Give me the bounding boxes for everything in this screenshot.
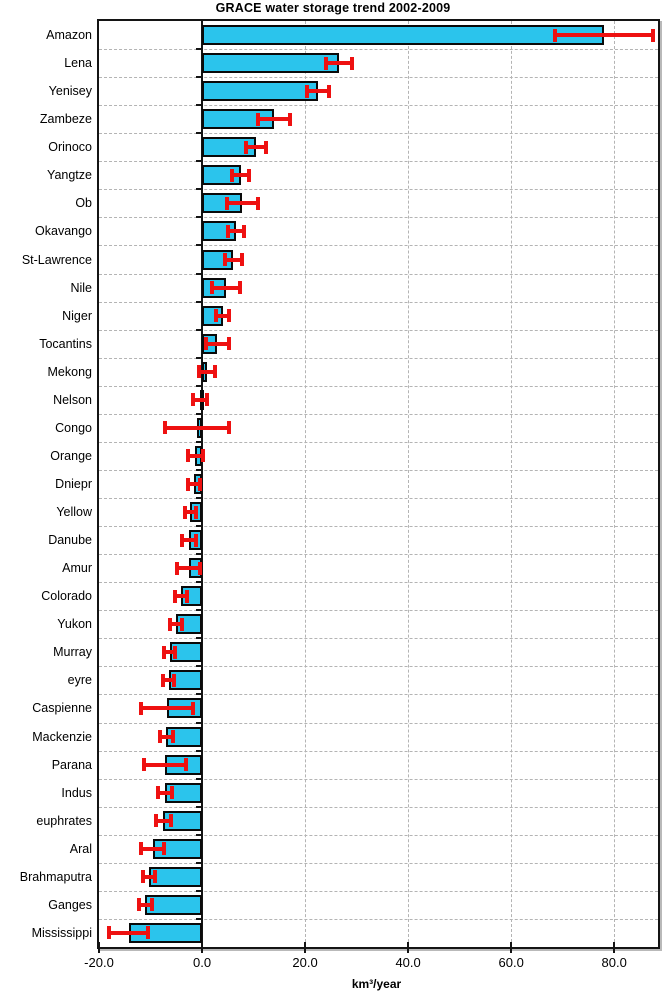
error-bar-cap xyxy=(198,562,202,575)
error-bar-cap xyxy=(305,85,309,98)
category-label: Brahmaputra xyxy=(19,869,92,884)
category-label: Yukon xyxy=(57,617,92,632)
row-separator xyxy=(99,161,658,162)
error-bar xyxy=(212,286,240,290)
category-label: Nile xyxy=(70,280,92,295)
error-bar-cap xyxy=(327,85,331,98)
error-bar-cap xyxy=(161,674,165,687)
error-bar xyxy=(177,566,201,570)
error-bar-cap xyxy=(170,786,174,799)
zero-axis-tick xyxy=(196,357,201,359)
category-label: Murray xyxy=(53,645,92,660)
row-separator xyxy=(99,723,658,724)
row-separator xyxy=(99,891,658,892)
plot-area xyxy=(97,19,660,949)
error-bar-cap xyxy=(158,730,162,743)
error-bar xyxy=(206,342,230,346)
zero-axis-tick xyxy=(196,441,201,443)
outer-tick-bottom xyxy=(304,947,306,953)
category-label: Congo xyxy=(55,420,92,435)
error-bar-cap xyxy=(210,281,214,294)
category-label: Nelson xyxy=(53,392,92,407)
error-bar-cap xyxy=(186,478,190,491)
zero-axis-tick xyxy=(196,273,201,275)
error-bar-cap xyxy=(137,898,141,911)
category-label: Danube xyxy=(48,533,92,548)
zero-axis-tick xyxy=(196,553,201,555)
chart-title: GRACE water storage trend 2002-2009 xyxy=(215,1,451,15)
gridline-vertical xyxy=(305,21,306,947)
error-bar-cap xyxy=(175,562,179,575)
row-separator xyxy=(99,133,658,134)
error-bar xyxy=(141,847,164,851)
error-bar-cap xyxy=(264,141,268,154)
x-tick-label: 40.0 xyxy=(395,955,421,970)
error-bar xyxy=(109,931,148,935)
error-bar-cap xyxy=(146,926,150,939)
error-bar-cap xyxy=(150,898,154,911)
error-bar-cap xyxy=(183,506,187,519)
error-bar-cap xyxy=(256,197,260,210)
gridline-vertical xyxy=(614,21,615,947)
error-bar xyxy=(555,33,653,37)
category-label: Niger xyxy=(62,308,92,323)
category-label: Orange xyxy=(50,448,92,463)
error-bar-cap xyxy=(180,618,184,631)
error-bar-cap xyxy=(214,309,218,322)
error-bar xyxy=(227,201,258,205)
row-separator xyxy=(99,498,658,499)
category-label: Colorado xyxy=(41,589,92,604)
error-bar-cap xyxy=(163,421,167,434)
row-separator xyxy=(99,638,658,639)
zero-axis-tick xyxy=(196,806,201,808)
error-bar-cap xyxy=(324,57,328,70)
row-separator xyxy=(99,751,658,752)
row-separator xyxy=(99,582,658,583)
category-label: Caspienne xyxy=(32,701,92,716)
error-bar-cap xyxy=(223,253,227,266)
error-bar-cap xyxy=(198,478,202,491)
error-bar-cap xyxy=(191,393,195,406)
error-bar-cap xyxy=(204,337,208,350)
error-bar-cap xyxy=(191,702,195,715)
zero-axis-tick xyxy=(196,525,201,527)
zero-axis-tick xyxy=(196,890,201,892)
error-bar-cap xyxy=(256,113,260,126)
row-separator xyxy=(99,442,658,443)
row-separator xyxy=(99,105,658,106)
zero-axis-tick xyxy=(196,693,201,695)
category-label: Amur xyxy=(62,561,92,576)
row-separator xyxy=(99,414,658,415)
zero-axis-tick xyxy=(196,385,201,387)
bar xyxy=(202,53,339,73)
error-bar-cap xyxy=(172,674,176,687)
category-label: Tocantins xyxy=(39,336,92,351)
error-bar-cap xyxy=(238,281,242,294)
bar xyxy=(202,81,318,101)
outer-tick-bottom xyxy=(201,947,203,953)
category-label: Lena xyxy=(64,56,92,71)
x-tick-label: 80.0 xyxy=(601,955,627,970)
error-bar-cap xyxy=(226,225,230,238)
category-label: Parana xyxy=(51,757,92,772)
error-bar-cap xyxy=(162,842,166,855)
error-bar-cap xyxy=(141,870,145,883)
row-separator xyxy=(99,919,658,920)
row-separator xyxy=(99,189,658,190)
row-separator xyxy=(99,694,658,695)
category-label: Dniepr xyxy=(55,476,92,491)
zero-axis-tick xyxy=(196,581,201,583)
error-bar-cap xyxy=(194,534,198,547)
category-label: Mekong xyxy=(47,364,92,379)
category-label: Indus xyxy=(61,785,92,800)
category-label: Mississippi xyxy=(31,925,92,940)
outer-tick-bottom xyxy=(510,947,512,953)
category-label: Yangtze xyxy=(47,168,92,183)
error-bar-cap xyxy=(169,814,173,827)
zero-axis-tick xyxy=(196,862,201,864)
error-bar-cap xyxy=(156,786,160,799)
row-separator xyxy=(99,77,658,78)
zero-axis-tick xyxy=(196,76,201,78)
error-bar-cap xyxy=(350,57,354,70)
zero-axis-tick xyxy=(196,665,201,667)
row-separator xyxy=(99,358,658,359)
outer-tick-bottom xyxy=(613,947,615,953)
row-separator xyxy=(99,610,658,611)
row-separator xyxy=(99,386,658,387)
zero-axis-tick xyxy=(196,722,201,724)
category-label: Yellow xyxy=(56,505,92,520)
category-label: Aral xyxy=(69,841,92,856)
error-bar xyxy=(144,763,185,767)
zero-axis-tick xyxy=(196,329,201,331)
category-label: Amazon xyxy=(46,28,92,43)
error-bar-cap xyxy=(173,590,177,603)
zero-axis-tick xyxy=(196,778,201,780)
row-separator xyxy=(99,807,658,808)
zero-axis-tick xyxy=(196,750,201,752)
error-bar-cap xyxy=(107,926,111,939)
x-tick-label: 60.0 xyxy=(498,955,524,970)
category-label: euphrates xyxy=(36,813,92,828)
error-bar-cap xyxy=(240,253,244,266)
category-label: Mackenzie xyxy=(32,729,92,744)
row-separator xyxy=(99,470,658,471)
category-label: Orinoco xyxy=(48,140,92,155)
error-bar-cap xyxy=(242,225,246,238)
error-bar-cap xyxy=(247,169,251,182)
error-bar-cap xyxy=(171,730,175,743)
x-tick-label: 20.0 xyxy=(292,955,318,970)
zero-axis-tick xyxy=(196,188,201,190)
gridline-vertical xyxy=(408,21,409,947)
error-bar-cap xyxy=(227,337,231,350)
row-separator xyxy=(99,217,658,218)
zero-axis-tick xyxy=(196,469,201,471)
error-bar-cap xyxy=(288,113,292,126)
zero-axis-tick xyxy=(196,104,201,106)
error-bar-cap xyxy=(227,421,231,434)
gridline-vertical xyxy=(511,21,512,947)
error-bar-cap xyxy=(186,449,190,462)
outer-tick-bottom xyxy=(98,947,100,953)
category-label: eyre xyxy=(67,673,92,688)
error-bar xyxy=(326,61,352,65)
zero-axis-tick xyxy=(196,48,201,50)
zero-axis-tick xyxy=(196,244,201,246)
error-bar-cap xyxy=(553,29,557,42)
row-separator xyxy=(99,554,658,555)
error-bar-cap xyxy=(213,365,217,378)
error-bar-cap xyxy=(651,29,655,42)
row-separator xyxy=(99,302,658,303)
error-bar-cap xyxy=(139,702,143,715)
error-bar-cap xyxy=(154,814,158,827)
error-bar-cap xyxy=(185,590,189,603)
error-bar-cap xyxy=(180,534,184,547)
zero-axis-tick xyxy=(196,609,201,611)
zero-axis-tick xyxy=(196,497,201,499)
x-tick-label: -20.0 xyxy=(84,955,114,970)
row-separator xyxy=(99,274,658,275)
zero-axis-tick xyxy=(196,301,201,303)
error-bar-cap xyxy=(142,758,146,771)
error-bar xyxy=(258,117,290,121)
error-bar-cap xyxy=(162,646,166,659)
x-tick-label: 0.0 xyxy=(192,955,212,970)
error-bar-cap xyxy=(205,393,209,406)
error-bar-cap xyxy=(173,646,177,659)
category-label: Okavango xyxy=(35,224,92,239)
error-bar-cap xyxy=(225,197,229,210)
row-separator xyxy=(99,863,658,864)
zero-axis-tick xyxy=(196,132,201,134)
row-separator xyxy=(99,49,658,50)
category-label: Zambeze xyxy=(39,112,92,127)
category-label: Ganges xyxy=(48,897,92,912)
error-bar-cap xyxy=(168,618,172,631)
zero-axis-tick xyxy=(196,637,201,639)
error-bar-cap xyxy=(244,141,248,154)
outer-tick-bottom xyxy=(407,947,409,953)
zero-axis-tick xyxy=(196,918,201,920)
category-label: St-Lawrence xyxy=(21,252,92,267)
row-separator xyxy=(99,330,658,331)
zero-axis-tick xyxy=(196,216,201,218)
row-separator xyxy=(99,835,658,836)
x-axis-label: km³/year xyxy=(351,977,402,991)
zero-axis-tick xyxy=(196,834,201,836)
error-bar-cap xyxy=(153,870,157,883)
error-bar-cap xyxy=(197,365,201,378)
row-separator xyxy=(99,779,658,780)
error-bar-cap xyxy=(201,449,205,462)
error-bar-cap xyxy=(227,309,231,322)
error-bar-cap xyxy=(230,169,234,182)
bar xyxy=(145,895,202,915)
category-label: Ob xyxy=(75,196,92,211)
row-separator xyxy=(99,526,658,527)
category-label: Yenisey xyxy=(48,84,92,99)
error-bar xyxy=(165,426,229,430)
error-bar-cap xyxy=(184,758,188,771)
row-separator xyxy=(99,666,658,667)
plot-canvas xyxy=(99,21,658,947)
bar xyxy=(202,25,604,45)
zero-axis-tick xyxy=(196,160,201,162)
error-bar xyxy=(307,89,330,93)
error-bar-cap xyxy=(194,506,198,519)
row-separator xyxy=(99,245,658,246)
error-bar xyxy=(141,706,193,710)
error-bar-cap xyxy=(139,842,143,855)
zero-axis-tick xyxy=(196,413,201,415)
